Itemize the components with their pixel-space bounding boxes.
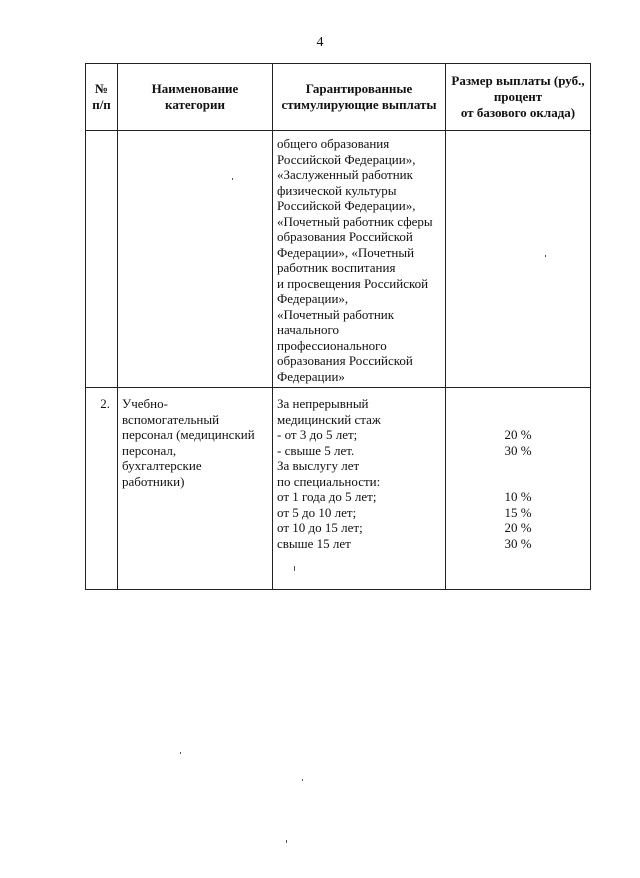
table-header-row bbox=[86, 64, 591, 131]
row-category-cell bbox=[118, 131, 273, 388]
amount-value: 20 % bbox=[504, 520, 532, 535]
scan-speck bbox=[302, 779, 303, 781]
amount-value: 15 % bbox=[504, 504, 532, 520]
header-category: Наименование категории bbox=[118, 64, 273, 131]
amount-value bbox=[450, 458, 586, 474]
amount-value bbox=[450, 396, 586, 412]
page-number: 4 bbox=[316, 35, 324, 50]
row-amount-cell bbox=[446, 131, 591, 388]
row-category-cell: Учебно- вспомогательный персонал (медицинский персонал, бухгалтерские работники) bbox=[118, 388, 273, 590]
scan-speck bbox=[180, 752, 181, 754]
header-number: № п/п bbox=[86, 64, 118, 131]
amount-value: 30 % bbox=[504, 442, 532, 458]
header-payments: Гарантированные стимулирующие выплаты bbox=[273, 64, 446, 131]
row-number-cell bbox=[86, 131, 118, 388]
row-number-cell: 2. bbox=[86, 388, 118, 590]
amount-value: 10 % bbox=[504, 489, 532, 504]
header-amount: Размер выплаты (руб., процент от базового оклада) bbox=[446, 64, 591, 131]
scan-speck bbox=[232, 178, 233, 180]
table-row bbox=[86, 131, 591, 388]
row-payments-cell: общего образования Российской Федерации», «Заслуженный работник физической культуры Российской Федерации», «Почетный работник сферы образования Российской Федерации», «Почетный работник воспитания и просвещения Российской Федерации», «Почетный работник начального профессионального образования Российской Федерации» bbox=[273, 131, 446, 388]
scan-speck bbox=[286, 840, 287, 843]
row-payments-cell: За непрерывный медицинский стаж - от 3 до 5 лет; - свыше 5 лет. За выслугу лет по специальности: от 1 года до 5 лет; от 5 до 10 лет; от 10 до 15 лет; свыше 15 лет bbox=[273, 388, 446, 590]
amount-value bbox=[450, 474, 586, 490]
table-row bbox=[86, 388, 591, 590]
row-amount-cell bbox=[446, 388, 591, 590]
amount-value bbox=[450, 412, 586, 428]
amount-value: 30 % bbox=[504, 535, 532, 551]
scan-speck bbox=[545, 255, 546, 257]
scan-speck bbox=[294, 566, 295, 571]
payments-table bbox=[85, 63, 591, 590]
amount-value: 20 % bbox=[504, 427, 532, 442]
